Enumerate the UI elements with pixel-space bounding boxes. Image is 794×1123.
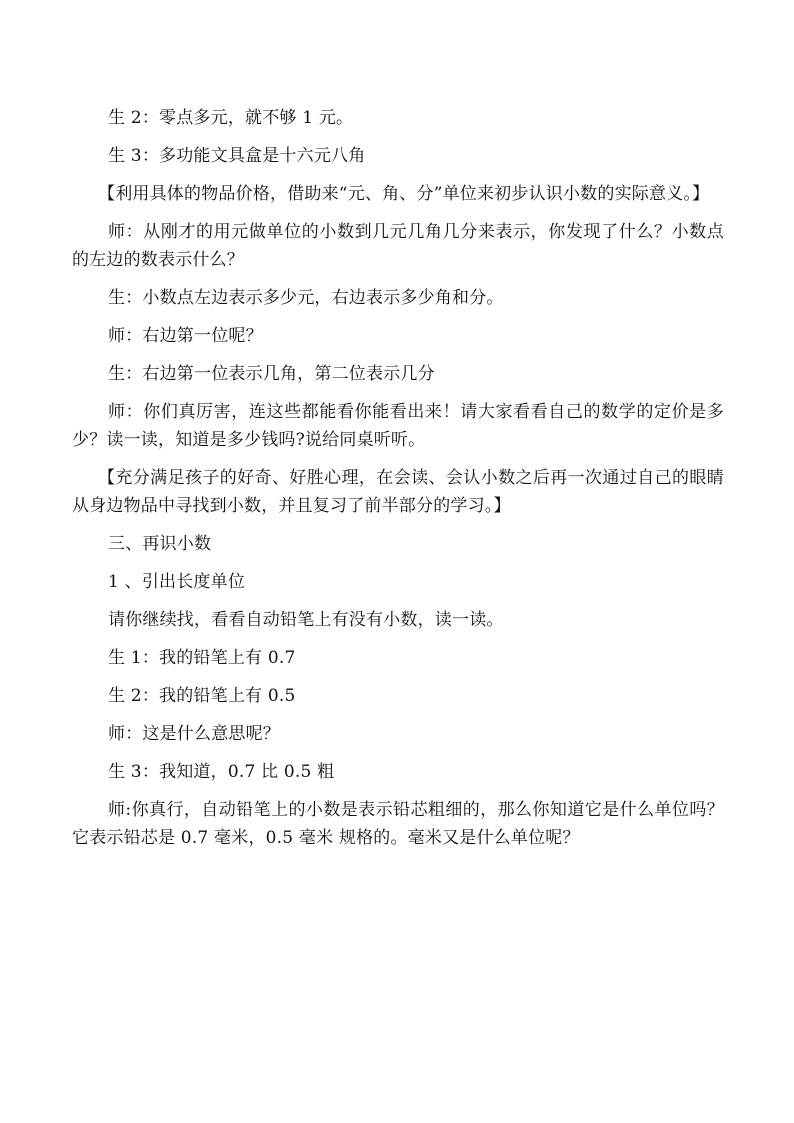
paragraph-teacher-first-place: 师：右边第一位呢？ [108,326,263,346]
paragraph-teacher-price: 师：你们真厉害，连这些都能看你能看出来！请大家看看自己的数学的定价是多少？读一读，知道是多少钱吗?说给同桌听听。 [72,402,724,450]
paragraph-student3-pencil-box: 生 3：多功能文具盒是十六元八角 [108,146,366,166]
section-heading-three: 三、再识小数 [108,534,212,554]
paragraph-student2-pencil: 生 2：我的铅笔上有 0.5 [108,686,296,706]
paragraph-find-pencil-decimal: 请你继续找，看看自动铅笔上有没有小数，读一读。 [108,610,504,630]
subheading-length-unit: 1 、引出长度单位 [108,572,246,592]
paragraph-student-jiao-fen: 生：右边第一位表示几角，第二位表示几分 [108,364,435,384]
paragraph-teacher-millimeter: 师:你真行，自动铅笔上的小数是表示铅芯粗细的，那么你知道它是什么单位吗？它表示铅芯是 0.7 毫米，0.5 毫米 规格的。毫米又是什么单位呢？ [72,800,724,848]
paragraph-student3-thickness: 生 3：我知道，0.7 比 0.5 粗 [108,762,335,782]
paragraph-teacher-meaning: 师：这是什么意思呢？ [108,724,280,744]
paragraph-student2-yuan: 生 2：零点多元，就不够 1 元。 [108,108,354,128]
paragraph-student1-pencil: 生 1：我的铅笔上有 0.7 [108,648,296,668]
paragraph-note-yuan-jiao-fen: 【利用具体的物品价格，借助来“元、角、分”单位来初步认识小数的实际意义。】 [98,184,710,204]
paragraph-student-left-right: 生：小数点左边表示多少元，右边表示多少角和分。 [108,288,504,308]
paragraph-teacher-decimal-point: 师：从刚才的用元做单位的小数到几元几角几分来表示，你发现了什么？小数点的左边的数表示什么？ [72,222,724,270]
document-body [72,104,724,852]
paragraph-note-curiosity: 【充分满足孩子的好奇、好胜心理，在会读、会认小数之后再一次通过自己的眼睛从身边物品中寻找到小数，并且复习了前半部分的学习。】 [72,468,724,516]
